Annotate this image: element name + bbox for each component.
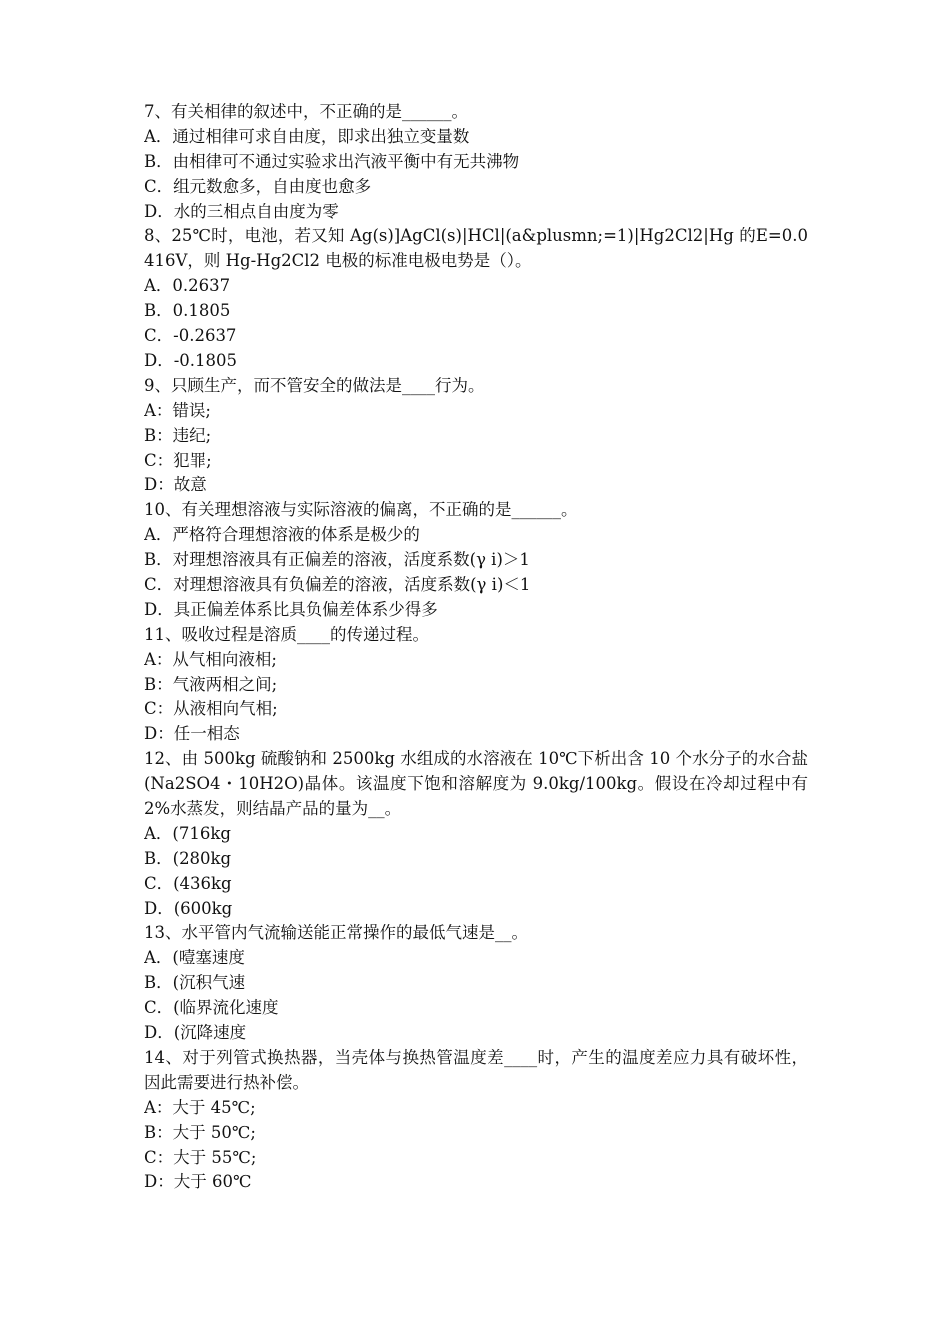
option-a: A．0.2637 [144, 276, 231, 296]
option-a: A：从气相向液相; [144, 649, 277, 669]
question-stem: 9、只顾生产，而不管安全的做法是____行为。 [144, 375, 485, 395]
option-b: B．由相律可不通过实验求出汽液平衡中有无共沸物 [144, 151, 520, 171]
question-stem: 7、有关相律的叙述中，不正确的是______。 [144, 102, 468, 121]
option-c: C：从液相向气相; [144, 699, 278, 719]
option-d: D：任一相态 [144, 724, 240, 744]
option-a: A．严格符合理想溶液的体系是极少的 [144, 525, 420, 545]
question-stem: 14、对于列管式换热器，当壳体与换热管温度差____时，产生的温度差应力具有破坏性，因此需要进行热补偿。 [144, 1047, 808, 1092]
question-12 [144, 747, 808, 921]
option-c: C：犯罪; [144, 450, 212, 470]
option-b: B．(280kg [144, 848, 232, 868]
option-b: B：气液两相之间; [144, 674, 278, 694]
question-stem: 12、由 500kg 硫酸钠和 2500kg 水组成的水溶液在 10℃下析出含 10 个水分子的水合盐(Na2SO4・10H2O)晶体。该温度下饱和溶解度为 9.0kg/100kg。假设在冷却过程中有 2%水蒸发，则结晶产品的量为__。 [144, 749, 808, 818]
question-11 [144, 623, 808, 747]
question-13 [144, 921, 808, 1045]
option-a: A．(716kg [144, 823, 231, 843]
option-a: A．(噎塞速度 [144, 948, 245, 968]
option-a: A：错误; [144, 400, 211, 420]
question-7 [144, 100, 808, 224]
option-b: B．对理想溶液具有正偏差的溶液，活度系数(γ i)＞1 [144, 550, 530, 570]
question-stem: 10、有关理想溶液与实际溶液的偏离，不正确的是______。 [144, 500, 578, 520]
option-d: D：故意 [144, 475, 207, 495]
question-9 [144, 374, 808, 498]
question-8 [144, 224, 808, 373]
option-c: C．(436kg [144, 873, 232, 893]
option-d: D：大于 60℃ [144, 1172, 252, 1192]
question-10 [144, 498, 808, 622]
option-d: D．-0.1805 [144, 350, 238, 370]
document-page [144, 100, 808, 1195]
option-d: D．(600kg [144, 898, 233, 918]
question-stem: 13、水平管内气流输送能正常操作的最低气速是__。 [144, 923, 528, 943]
option-c: C．组元数愈多，自由度也愈多 [144, 176, 372, 196]
option-a: A．通过相律可求自由度，即求出独立变量数 [144, 126, 470, 146]
question-stem: 11、吸收过程是溶质____的传递过程。 [144, 624, 429, 644]
question-stem: 8、25℃时，电池，若又知 Ag(s)]AgCl(s)|HCl|(a&plusmn;=1)|Hg2Cl2|Hg 的E=0.0416V，则 Hg-Hg2Cl2 电极的标准电极电势是（）。 [144, 226, 808, 271]
option-b: B：违纪; [144, 425, 212, 445]
option-c: C．(临界流化速度 [144, 998, 279, 1018]
option-c: C．对理想溶液具有负偏差的溶液，活度系数(γ i)＜1 [144, 574, 531, 594]
option-b: B：大于 50℃; [144, 1122, 256, 1142]
question-14 [144, 1046, 808, 1195]
option-c: C：大于 55℃; [144, 1147, 257, 1167]
option-b: B．(沉积气速 [144, 973, 246, 993]
option-c: C．-0.2637 [144, 326, 237, 346]
option-d: D．具正偏差体系比具负偏差体系少得多 [144, 599, 438, 619]
option-b: B．0.1805 [144, 301, 231, 321]
option-d: D．水的三相点自由度为零 [144, 201, 339, 221]
option-d: D．(沉降速度 [144, 1023, 247, 1043]
option-a: A：大于 45℃; [144, 1097, 256, 1117]
